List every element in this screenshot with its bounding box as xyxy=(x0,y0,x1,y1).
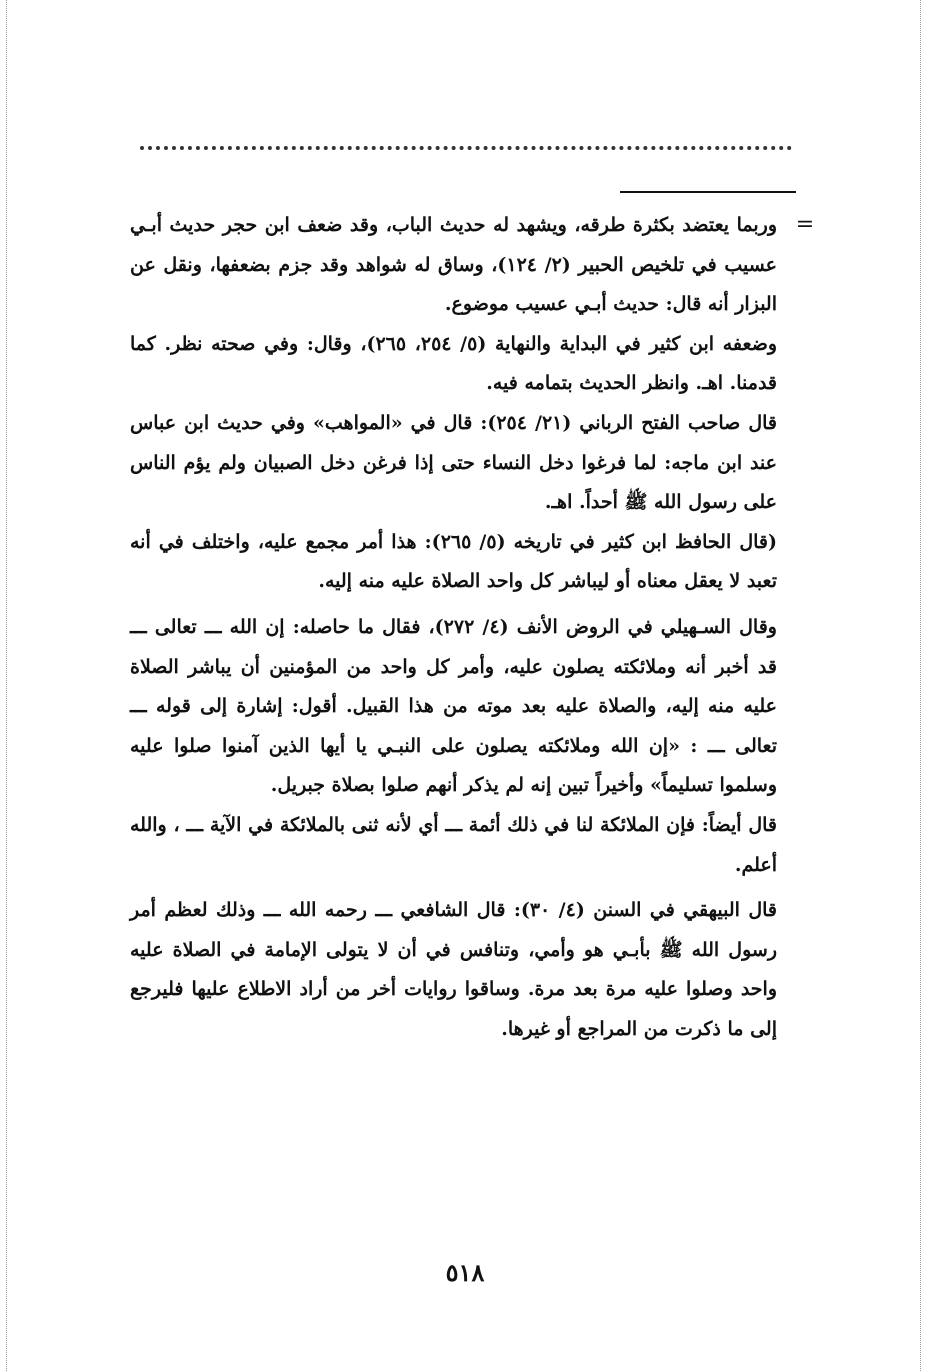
paragraph: وقال السـهيلي في الروض الأنف (٤/ ٢٧٢)، فقال ما حاصله: إن الله ـــ تعالى ـــ قد أخبر أنه وملائكته يصلون عليه، وأمر كل واحد من المؤمنين أن يباشر الصلاة عليه منه إليه، والصلاة عليه بعد موته من هذا القبيل. أقول: إشارة إلى قوله ـــ تعالى ـــ : «إن الله وملائكته يصلون على النبـي يا أيها الذين آمنوا صلوا عليه وسلموا تسليماً» وأخيراً تبين إنه لم يذكر أنهم صلوا بصلاة جبريل. xyxy=(130,615,777,797)
dotted-separator xyxy=(140,146,792,150)
paragraph: وضعفه ابن كثير في البداية والنهاية (٥/ ٢٥٤، ٢٦٥)، وقال: وفي صحته نظر. كما قدمنا. اهـ. وانظر الحديث بتمامه فيه. xyxy=(130,332,778,395)
paragraph: وربما يعتضد بكثرة طرقه، ويشهد له حديث الباب، وقد ضعف ابن حجر حديث أبـي عسيب في تلخيص الحبير (٢/ ١٢٤)، وساق له شواهد وقد جزم بضعفها، ونقل عن البزار أنه قال: حديث أبـي عسيب موضوع. xyxy=(130,214,777,316)
paragraph: قال أيضاً: فإن الملائكة لنا في ذلك أئمة ـــ أي لأنه ثنى بالملائكة في الآية ـــ ، والله أعلم. xyxy=(130,813,777,876)
continuation-mark: = xyxy=(795,212,815,237)
footnote-body xyxy=(130,206,777,1049)
page-number: ٥١٨ xyxy=(445,1258,485,1287)
paragraph: قال البيهقي في السنن (٤/ ٣٠): قال الشافعي ـــ رحمه الله ـــ وذلك لعظم أمر رسول الله ﷺ بأبـي هو وأمي، وتنافس في أن لا يتولى الإمامة في الصلاة عليه واحد وصلوا عليه مرة بعد مرة. وساقوا روايات أخر من أراد الاطلاع عليها فليرجع إلى ما ذكرت من المراجع أو غيرها. xyxy=(130,899,778,1040)
paragraph: (قال الحافظ ابن كثير في تاريخه (٥/ ٢٦٥): هذا أمر مجمع عليه، واختلف في أنه تعبد لا يعقل معناه أو ليباشر كل واحد الصلاة عليه منه إليه. xyxy=(130,530,777,593)
page-edge-left xyxy=(6,0,11,1371)
footnote-separator xyxy=(620,191,796,193)
page-edge-right xyxy=(920,0,925,1371)
paragraph: قال صاحب الفتح الرباني (٢١/ ٢٥٤): قال في «المواهب» وفي حديث ابن عباس عند ابن ماجه: لما فرغوا دخل النساء حتى إذا فرغن دخل الصبيان ولم يؤم الناس على رسول الله ﷺ أحداً. اهـ. xyxy=(130,411,777,514)
